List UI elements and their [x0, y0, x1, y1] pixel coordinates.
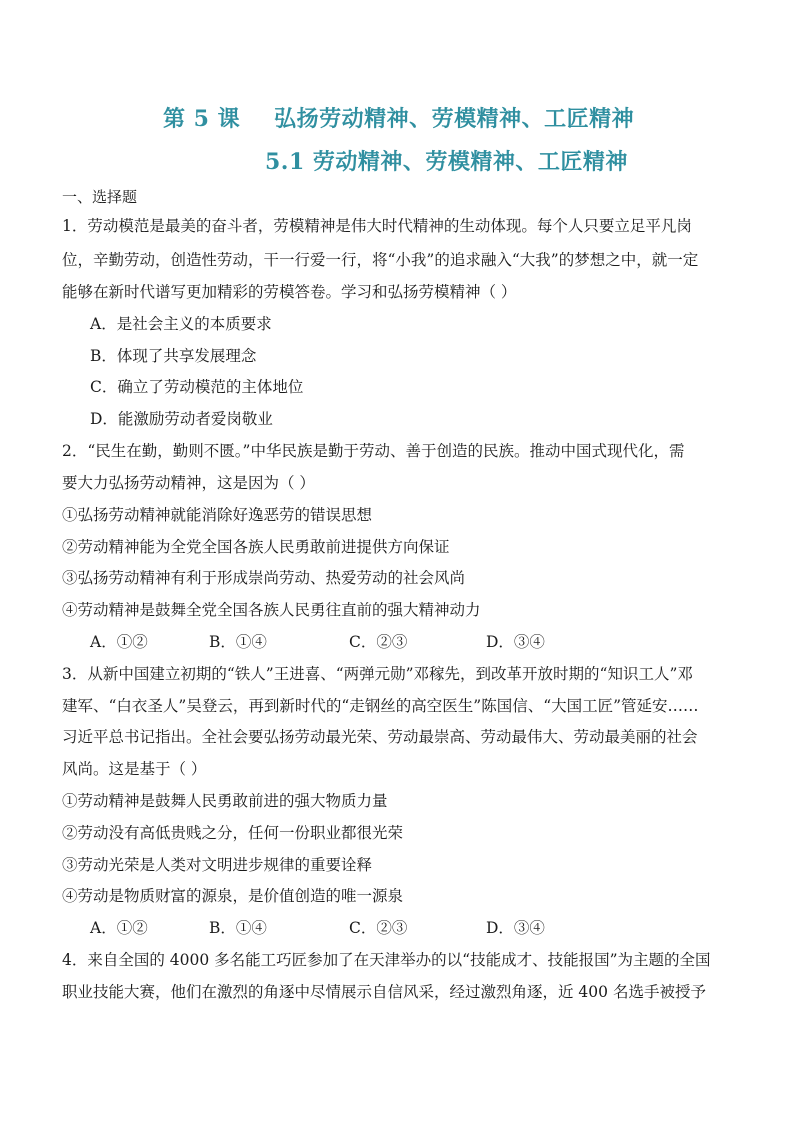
- q2-choice-b: B．①④: [209, 633, 267, 651]
- q2-line-2: 要大力弘扬劳动精神，这是因为（ ）: [62, 474, 315, 492]
- q3-statement-2: ②劳动没有高低贵贱之分，任何一份职业都很光荣: [62, 824, 404, 842]
- q1-option-b: B．体现了共享发展理念: [90, 347, 257, 365]
- lesson-title: [163, 102, 634, 133]
- q2-choice-a: A．①②: [90, 633, 148, 651]
- q3-line-3: 习近平总书记指出。全社会要弘扬劳动最光荣、劳动最崇高、劳动最伟大、劳动最美丽的社会: [62, 728, 698, 746]
- section-heading: 一、选择题: [62, 188, 138, 206]
- q2-statement-3: ③弘扬劳动精神有利于形成崇尚劳动、热爱劳动的社会风尚: [62, 569, 466, 587]
- q3-choice-c: C．②③: [349, 919, 408, 937]
- q1-line-1: 1．劳动模范是最美的奋斗者，劳模精神是伟大时代精神的生动体现。每个人只要立足平凡岗: [62, 217, 692, 235]
- q2-statement-2: ②劳动精神能为全党全国各族人民勇敢前进提供方向保证: [62, 538, 450, 556]
- q3-choice-a: A．①②: [90, 919, 148, 937]
- lesson-main-title: 弘扬劳动精神、劳模精神、工匠精神: [274, 106, 635, 132]
- q1-option-c: C．确立了劳动模范的主体地位: [90, 378, 304, 396]
- q1-line-3: 能够在新时代谱写更加精彩的劳模答卷。学习和弘扬劳模精神（ ）: [62, 283, 517, 301]
- q3-statement-1: ①劳动精神是鼓舞人民勇敢前进的强大物质力量: [62, 792, 388, 810]
- q2-statement-4: ④劳动精神是鼓舞全党全国各族人民勇往直前的强大精神动力: [62, 601, 481, 619]
- lesson-number: 第 5 课: [163, 106, 241, 132]
- q1-option-d: D．能激励劳动者爱岗敬业: [90, 410, 273, 428]
- q4-line-1: 4．来自全国的 4000 多名能工巧匠参加了在天津举办的以“技能成才、技能报国”为主题的全国: [62, 951, 711, 969]
- q3-line-4: 风尚。这是基于（ ）: [62, 760, 207, 778]
- q2-choice-c: C．②③: [349, 633, 408, 651]
- q3-line-1: 3．从新中国建立初期的“铁人”王进喜、“两弹元勋”邓稼先，到改革开放时期的“知识工人”邓: [62, 665, 693, 683]
- q1-line-2: 位，辛勤劳动，创造性劳动，干一行爱一行，将“小我”的追求融入“大我”的梦想之中，就一定: [62, 251, 699, 269]
- q3-statement-4: ④劳动是物质财富的源泉，是价值创造的唯一源泉: [62, 887, 404, 905]
- q1-option-a: A．是社会主义的本质要求: [90, 315, 272, 333]
- q2-statement-1: ①弘扬劳动精神就能消除好逸恶劳的错误思想: [62, 506, 373, 524]
- q4-line-2: 职业技能大赛，他们在激烈的角逐中尽情展示自信风采，经过激烈角逐，近 400 名选手被授予: [62, 983, 706, 1001]
- q3-statement-3: ③劳动光荣是人类对文明进步规律的重要诠释: [62, 856, 373, 874]
- q3-choice-b: B．①④: [209, 919, 267, 937]
- q3-choice-d: D．③④: [486, 919, 545, 937]
- section-subtitle: 5.1 劳动精神、劳模精神、工匠精神: [265, 149, 628, 175]
- q2-line-1: 2．“民生在勤，勤则不匮。”中华民族是勤于劳动、善于创造的民族。推动中国式现代化，需: [62, 442, 685, 460]
- q2-choice-d: D．③④: [486, 633, 545, 651]
- q3-line-2: 建军、“白衣圣人”吴登云，再到新时代的“走钢丝的高空医生”陈国信、“大国工匠”管延安……: [62, 697, 699, 715]
